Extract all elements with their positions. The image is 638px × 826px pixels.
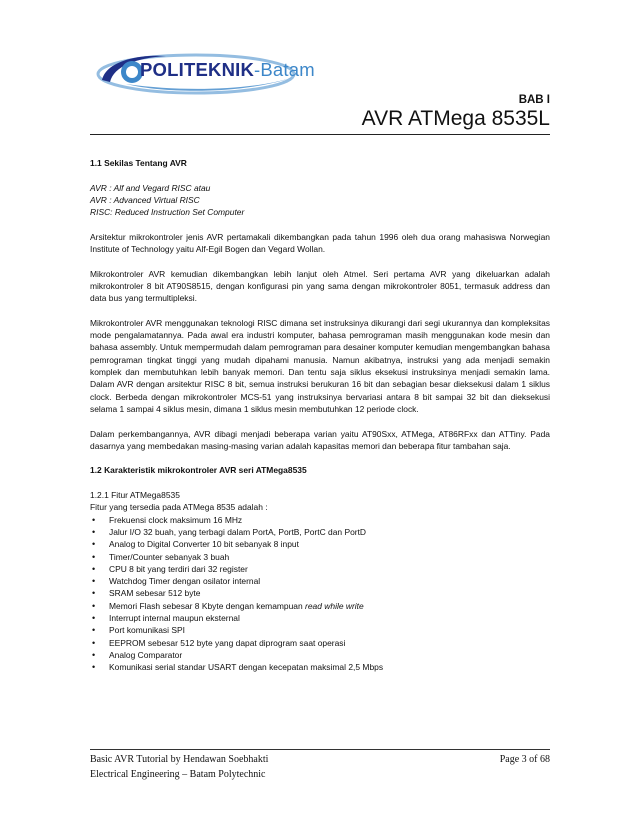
footer-institution: Electrical Engineering – Batam Polytechnic [90,769,266,780]
list-item: • Port komunikasi SPI [90,624,550,636]
list-item: • EEPROM sebesar 512 byte yang dapat diprogram saat operasi [90,637,550,649]
list-item: • Interrupt internal maupun eksternal [90,612,550,624]
acronym-line: RISC: Reduced Instruction Set Computer [90,207,245,218]
subsection-heading: 1.2.1 Fitur ATMega8535 [90,490,180,501]
logo-text: POLITEKNIK-Batam [140,59,315,80]
title-divider [90,134,550,135]
list-item: • Timer/Counter sebanyak 3 buah [90,551,550,563]
body-content [90,157,550,673]
list-item: • Jalur I/O 32 buah, yang terbagi dalam PortA, PortB, PortC dan PortD [90,526,550,538]
list-item: • Analog Comparator [90,649,550,661]
list-item: • Memori Flash sebesar 8 Kbyte dengan kemampuan read while write [90,600,550,612]
feature-intro: Fitur yang tersedia pada ATMega 8535 adalah : [90,502,268,513]
footer-divider [90,749,550,750]
section-heading: 1.1 Sekilas Tentang AVR [90,158,187,168]
list-item: • SRAM sebesar 512 byte [90,587,550,599]
feature-list [90,514,550,674]
acronym-line: AVR : Advanced Virtual RISC [90,194,200,205]
list-item: • Analog to Digital Converter 10 bit sebanyak 8 input [90,538,550,550]
list-item: • Komunikasi serial standar USART dengan kecepatan maksimal 2,5 Mbps [90,661,550,673]
paragraph: Mikrokontroler AVR kemudian dikembangkan lebih lanjut oleh Atmel. Seri pertama AVR yang dikeluarkan adalah mikrokontroler 8 bit AT90S8515, dengan konfigurasi pin yang sama dengan mikrokontroler 8051, termasuk address dan data bus yang termultipleksi. [90,268,550,304]
footer-author: Basic AVR Tutorial by Hendawan Soebhakti [90,754,269,765]
chapter-title: AVR ATMega 8535L [361,107,550,130]
page-footer [90,752,550,782]
list-item: • CPU 8 bit yang terdiri dari 32 register [90,563,550,575]
chapter-label: BAB I [518,94,550,106]
paragraph: Mikrokontroler AVR menggunakan teknologi RISC dimana set instruksinya dikurangi dari segi ukurannya dan kompleksitas mode pengalamatannya. Pada awal era industri komputer, bahasa pemrograman masih menggunakan kode mesin dan bahasa assembly. Untuk mempermudah dalam pemrograman para desainer komputer kemudian mengembangkan bahasa pemrograman tingkat tinggi yang mudah dipahami manusia. Namun akibatnya, instruksi yang ada menjadi semakin komplek dan membutuhkan lebih banyak memori. Dan tentu saja siklus eksekusi instruksinya menjadi semakin lama. Dalam AVR dengan arsitektur RISC 8 bit, semua instruksi berukuran 16 bit dan sebagian besar dieksekusi dalam 1 siklus clock. Berbeda dengan mikrokontroler MCS-51 yang instruksinya bervariasi antara 8 bit sampai 32 bit dan dieksekusi selama 1 sampai 4 siklus mesin, dimana 1 siklus mesin membutuhkan 12 periode clock. [90,317,550,414]
paragraph: Dalam perkembangannya, AVR dibagi menjadi beberapa varian yaitu AT90Sxx, ATMega, AT86RFxx dan ATTiny. Pada dasarnya yang membedakan masing-masing varian adalah kapasitas memori dan beberapa fitur tambahan saja. [90,428,550,451]
list-item: • Frekuensi clock maksimum 16 MHz [90,514,550,526]
acronym-line: AVR : Alf and Vegard RISC atau [90,182,211,193]
page-number: Page 3 of 68 [499,754,550,765]
paragraph: Arsitektur mikrokontroler jenis AVR pertamakali dikembangkan pada tahun 1996 oleh dua orang mahasiswa Norwegian Institute of Technology yaitu Alf-Egil Bogen dan Vegard Wollan. [90,231,550,255]
politeknik-batam-logo [96,50,315,96]
list-item: • Watchdog Timer dengan osilator internal [90,575,550,587]
section-heading: 1.2 Karakteristik mikrokontroler AVR seri ATMega8535 [90,465,307,476]
